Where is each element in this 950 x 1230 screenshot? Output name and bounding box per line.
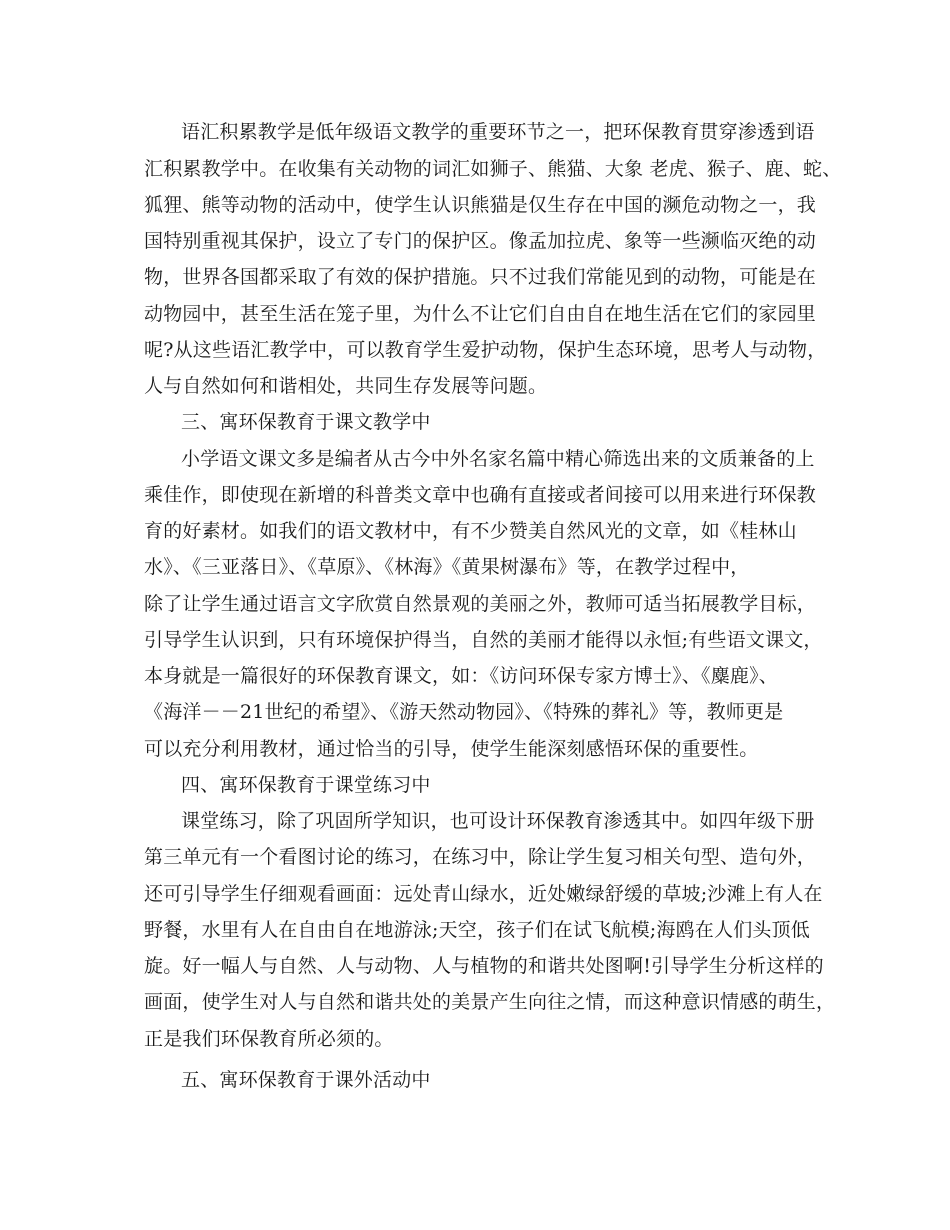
paragraph-line: 正是我们环保教育所必须的。 <box>144 1028 394 1050</box>
paragraph-line: 呢?从这些语汇教学中，可以教育学生爱护动物，保护生态环境，思考人与动物， <box>144 339 827 361</box>
paragraph-line: 国特别重视其保护，设立了专门的保护区。像孟加拉虎、象等一些濒临灭绝的动 <box>144 230 817 252</box>
paragraph-line: 汇积累教学中。在收集有关动物的词汇如狮子、熊猫、大象 老虎、猴子、鹿、蛇、 <box>144 158 842 180</box>
paragraph-line: 本身就是一篇很好的环保教育课文，如：《访问环保专家方博士》、《麋鹿》、 <box>144 665 779 687</box>
paragraph-line: 还可引导学生仔细观看画面：远处青山绿水，近处嫩绿舒缓的草坡;沙滩上有人在 <box>144 883 823 905</box>
paragraph-line: 语汇积累教学是低年级语文教学的重要环节之一，把环保教育贯穿渗透到语 <box>181 121 815 143</box>
paragraph-line: 可以充分利用教材，通过恰当的引导，使学生能深刻感悟环保的重要性。 <box>144 738 759 760</box>
paragraph-line: 小学语文课文多是编者从古今中外名家名篇中精心筛选出来的文质兼备的上 <box>181 448 815 470</box>
paragraph-line: 野餐，水里有人在自由自在地游泳;天空，孩子们在试飞航模;海鸥在人们头顶低 <box>144 919 811 941</box>
section-heading: 三、寓环保教育于课文教学中 <box>181 411 431 433</box>
paragraph-line: 除了让学生通过语言文字欣赏自然景观的美丽之外，教师可适当拓展教学目标， <box>144 593 817 615</box>
paragraph-line: 人与自然如何和谐相处，共同生存发展等问题。 <box>144 375 548 397</box>
paragraph-line: 乘佳作，即使现在新增的科普类文章中也确有直接或者间接可以用来进行环保教 <box>144 484 817 506</box>
paragraph-line: 狐狸、熊等动物的活动中，使学生认识熊猫是仅生存在中国的濒危动物之一，我 <box>144 194 817 216</box>
paragraph-line: 画面，使学生对人与自然和谐共处的美景产生向往之情，而这种意识情感的萌生， <box>144 991 836 1013</box>
paragraph-line: 引导学生认识到，只有环境保护得当，自然的美丽才能得以永恒;有些语文课文， <box>144 629 823 651</box>
paragraph-line: 育的好素材。如我们的语文教材中，有不少赞美自然风光的文章，如《桂林山 <box>144 520 797 542</box>
paragraph-line: 旋。好一幅人与自然、人与动物、人与植物的和谐共处图啊!引导学生分析这样的 <box>144 955 824 977</box>
paragraph-line: 动物园中，甚至生活在笼子里，为什么不让它们自由自在地生活在它们的家园里 <box>144 303 817 325</box>
paragraph-line: 《海洋－－21世纪的希望》、《游天然动物园》、《特殊的葬礼》等，教师更是 <box>144 701 784 723</box>
section-heading: 五、寓环保教育于课外活动中 <box>181 1069 431 1091</box>
paragraph-line: 物，世界各国都采取了有效的保护措施。只不过我们常能见到的动物，可能是在 <box>144 266 817 288</box>
paragraph-line: 水》、《三亚落日》、《草原》、《林海》《黄果树瀑布》等，在教学过程中， <box>144 556 750 578</box>
paragraph-line: 第三单元有一个看图讨论的练习，在练习中，除让学生复习相关句型、造句外， <box>144 846 817 868</box>
paragraph-line: 课堂练习，除了巩固所学知识，也可设计环保教育渗透其中。如四年级下册 <box>181 810 815 832</box>
section-heading: 四、寓环保教育于课堂练习中 <box>181 774 431 796</box>
